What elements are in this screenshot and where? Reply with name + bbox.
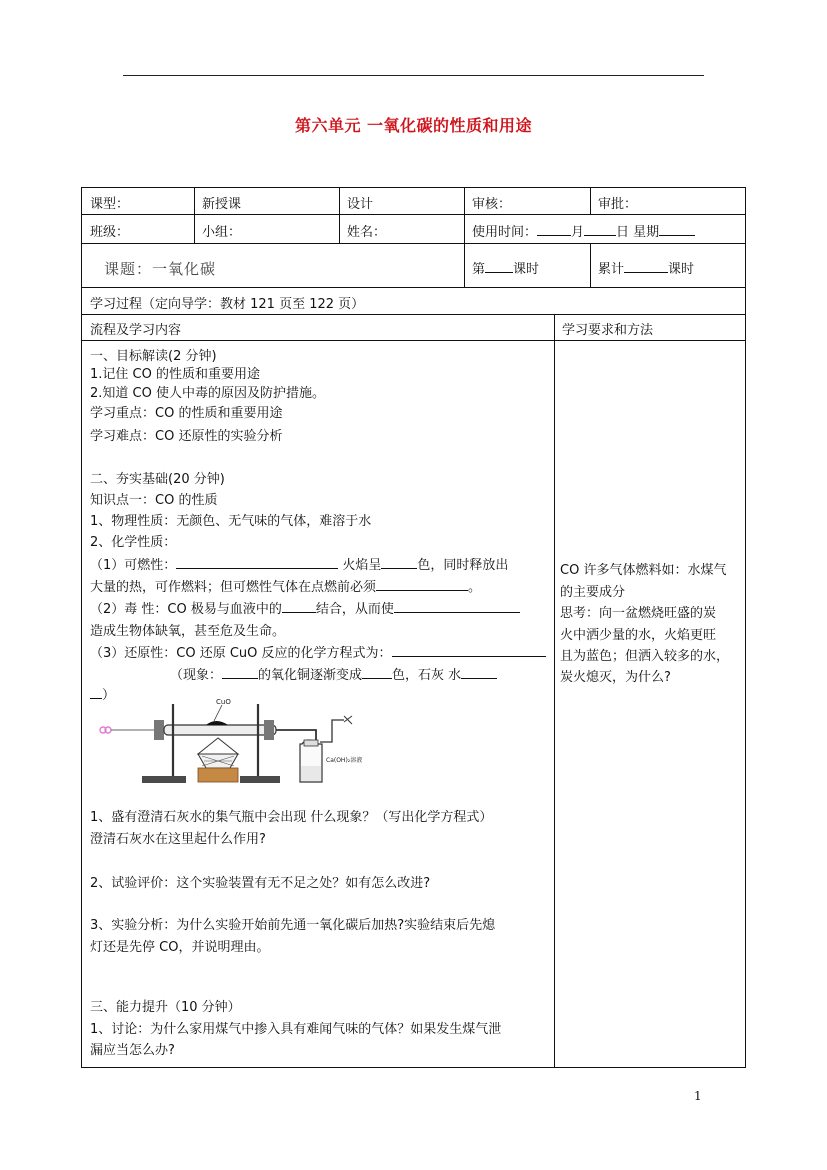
student-name-label: 姓名： <box>347 225 387 240</box>
knowledge-point-1: 知识点一：CO 的性质 <box>90 493 218 508</box>
phenomenon-line-end: ） <box>90 684 115 703</box>
group-label: 小组： <box>202 225 242 240</box>
course-type-value: 新授课 <box>202 197 242 212</box>
discussion-1a: 1、讨论：为什么家用煤气中掺入具有难闻气味的气体？如果发生煤气泄 <box>90 1022 502 1037</box>
note-line-4: 火中洒少量的水，火焰更旺 <box>560 628 717 643</box>
question-1a: 1、盛有澄清石灰水的集气瓶中会出现 什么现象？（写出化学方程式） <box>90 810 493 825</box>
difficult-point: 学习难点：CO 还原性的实验分析 <box>90 429 283 444</box>
discussion-1b: 漏应当怎么办? <box>90 1043 175 1058</box>
note-line-2: 的主要成分 <box>560 585 626 600</box>
combustibility-line-2: 大量的热，可作燃料；但可燃性气体在点燃前必须 。 <box>90 580 482 595</box>
section-3-title: 三、能力提升（10 分钟） <box>90 1000 241 1015</box>
usage-time: 使用时间： 月 日 星期 <box>464 221 695 240</box>
cuo-label: CuO <box>216 698 231 706</box>
design-label: 设计 <box>347 197 374 212</box>
note-line-6: 炭火熄灭，为什么? <box>560 670 671 685</box>
approve-label: 审批： <box>598 197 638 212</box>
learning-process: 学习过程（定向导学：教材 121 页至 122 页） <box>90 297 365 312</box>
question-3b: 灯还是先停 CO，并说明理由。 <box>90 940 270 955</box>
chemical-properties: 2、化学性质： <box>90 535 177 550</box>
note-line-5: 且为蓝色；但洒入较多的水， <box>560 649 730 664</box>
page-number: 1 <box>694 1089 702 1103</box>
phenomenon-line: （现象： 的氧化铜逐渐变成 色，石灰 水 <box>170 664 497 683</box>
left-column-header: 流程及学习内容 <box>90 323 182 338</box>
solution-label: Ca(OH)₂溶液 <box>326 757 363 764</box>
review-label: 审核： <box>472 197 512 212</box>
note-line-1: CO 许多气体燃料如：水煤气 <box>560 563 727 578</box>
combustibility-line: （1）可燃性： 火焰呈 色，同时释放出 <box>90 558 509 573</box>
section-2-title: 二、夯实基础(20 分钟) <box>90 472 225 487</box>
key-point: 学习重点：CO 的性质和重要用途 <box>90 406 283 421</box>
notes-column <box>554 340 745 1067</box>
question-1b: 澄清石灰水在这里起什么作用? <box>90 832 266 847</box>
class-label: 班级： <box>90 225 130 240</box>
question-3a: 3、实验分析：为什么实验开始前先通一氧化碳后加热?实验结束后先熄 <box>90 918 496 933</box>
reducibility-line: （3）还原性：CO 还原 CuO 反应的化学方程式为： <box>90 642 546 661</box>
note-line-3: 思考：向一盆燃烧旺盛的炭 <box>560 606 717 621</box>
course-type-label: 课型： <box>90 197 130 212</box>
content-column <box>82 340 554 1067</box>
lesson-table <box>81 187 746 1068</box>
objective-1: 1.记住 CO 的性质和重要用途 <box>90 367 260 382</box>
header-rule <box>123 75 704 76</box>
co-reduction-apparatus-diagram <box>94 696 364 784</box>
toxicity-line: （2）毒 性：CO 极易与血液中的 结合，从而使 <box>90 598 520 617</box>
total-lessons: 累计 课时 <box>598 262 695 277</box>
section-1-title: 一、目标解读(2 分钟) <box>90 349 217 364</box>
toxicity-line-2: 造成生物体缺氧，甚至危及生命。 <box>90 624 286 639</box>
physical-properties: 1、物理性质：无颜色、无气味的气体，难溶于水 <box>90 514 372 529</box>
objective-2: 2.知道 CO 使人中毒的原因及防护措施。 <box>90 386 325 401</box>
question-2: 2、试验评价：这个实验装置有无不足之处？如有怎么改进? <box>90 876 431 891</box>
topic-heading: 课题：一氧化碳 <box>104 260 217 278</box>
page-title: 第六单元 一氧化碳的性质和用途 <box>294 116 533 135</box>
right-column-header: 学习要求和方法 <box>562 323 654 338</box>
lesson-count: 第 课时 <box>472 262 540 277</box>
